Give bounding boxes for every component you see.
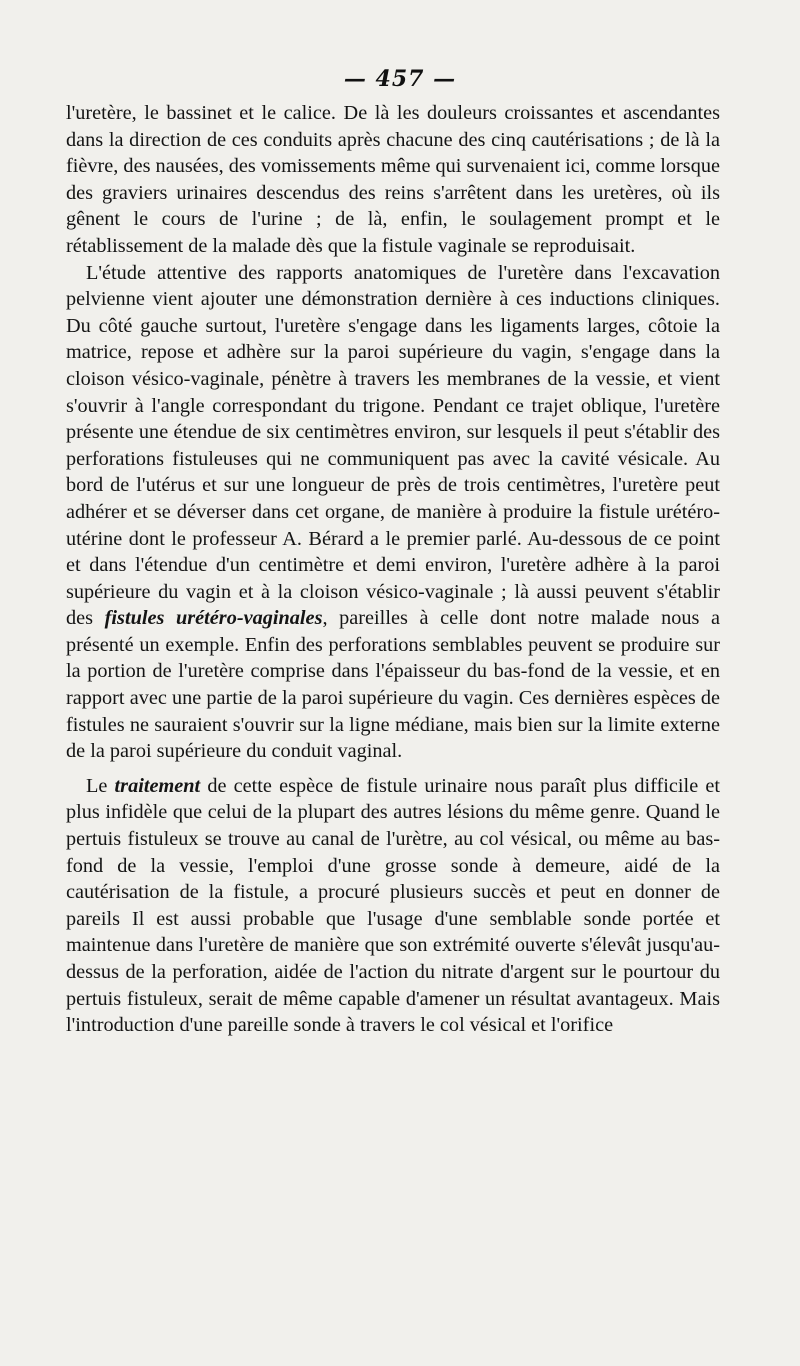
paragraph-1 (66, 100, 720, 260)
paragraph-3-emphasis: traitement (114, 774, 201, 797)
paragraph-2-text-b: , pareilles à celle dont notre malade nous a présenté un exemple. Enfin des perforations semblables peuvent se produire sur la portion de l'uretère comprise dans l'épaisseur du bas-fond de la vessie, et en rapport avec une partie de la paroi supérieure du vagin. Ces dernières espèces de fistules ne sauraient s'ouvrir sur la ligne médiane, mais bien sur la limite externe de la paroi supérieure du conduit vaginal. (66, 607, 721, 763)
body-text (66, 100, 720, 1039)
paragraph-1-text: l'uretère, le bassinet et le calice. De là les douleurs croissantes et ascendantes dans la direction de ces conduits après chacune des cinq cautérisations ; de là la fièvre, des nausées, des vomissements même qui survenaient ici, comme lorsque des graviers urinaires descendus des reins s'arrêtent dans les uretères, où ils gênent le cours de l'urine ; de là, enfin, le soulagement prompt et le rétablissement de la malade dès que la fistule vaginale se reproduisait. (66, 102, 720, 257)
paragraph-3-text-b: de cette espèce de fistule urinaire nous paraît plus difficile et plus infidèle que celui de la plupart des autres lésions du même genre. Quand le pertuis fistuleux se trouve au canal de l'urètre, au col vésical, ou même au bas-fond de la vessie, l'emploi d'une grosse sonde à demeure, aidé de la cautérisation de la fistule, a procuré plusieurs succès et peut en donner de pareils Il est aussi probable que l'usage d'une semblable sonde portée et maintenue dans l'uretère de manière que son extrémité ouverte s'élevât jusqu'au-dessus de la perforation, aidée de l'action du nitrate d'argent sur le pourtour du pertuis fistuleux, serait de même capable d'amener un résultat avantageux. Mais l'introduction d'une pareille sonde à travers le col vésical et l'orifice (66, 774, 720, 1037)
paragraph-3-text-a: Le (86, 774, 115, 797)
paragraph-2-emphasis: fistules urétéro-vaginales (104, 607, 323, 630)
paragraph-2-text-a: L'étude attentive des rapports anatomiques de l'uretère dans l'excavation pelvienne vient ajouter une démonstration dernière à ces inductions cliniques. Du côté gauche surtout, l'uretère s'engage dans les ligaments larges, côtoie la matrice, repose et adhère sur la paroi supérieure du vagin, s'engage dans la cloison vésico-vaginale, pénètre à travers les membranes de la vessie, et vient s'ouvrir à l'angle correspondant du trigone. Pendant ce trajet oblique, l'uretère présente une étendue de six centimètres environ, sur lesquels il peut s'établir des perforations fistuleuses qui ne communiquent pas avec la cavité vésicale. Au bord de l'utérus et sur une longueur de près de trois centimètres, l'uretère peut adhérer et se déverser dans cet organe, de manière à produire la fistule urétéro-utérine dont le professeur A. Bérard a le premier parlé. Au-dessous de ce point et dans l'étendue d'un centimètre et demi environ, l'uretère adhère à la paroi supérieure du vagin et à la cloison vésico-vaginale ; là aussi peuvent s'établir des (66, 261, 720, 630)
paragraph-2 (66, 260, 720, 765)
paragraph-3 (66, 773, 720, 1039)
page-number: — 457 — (343, 66, 457, 92)
